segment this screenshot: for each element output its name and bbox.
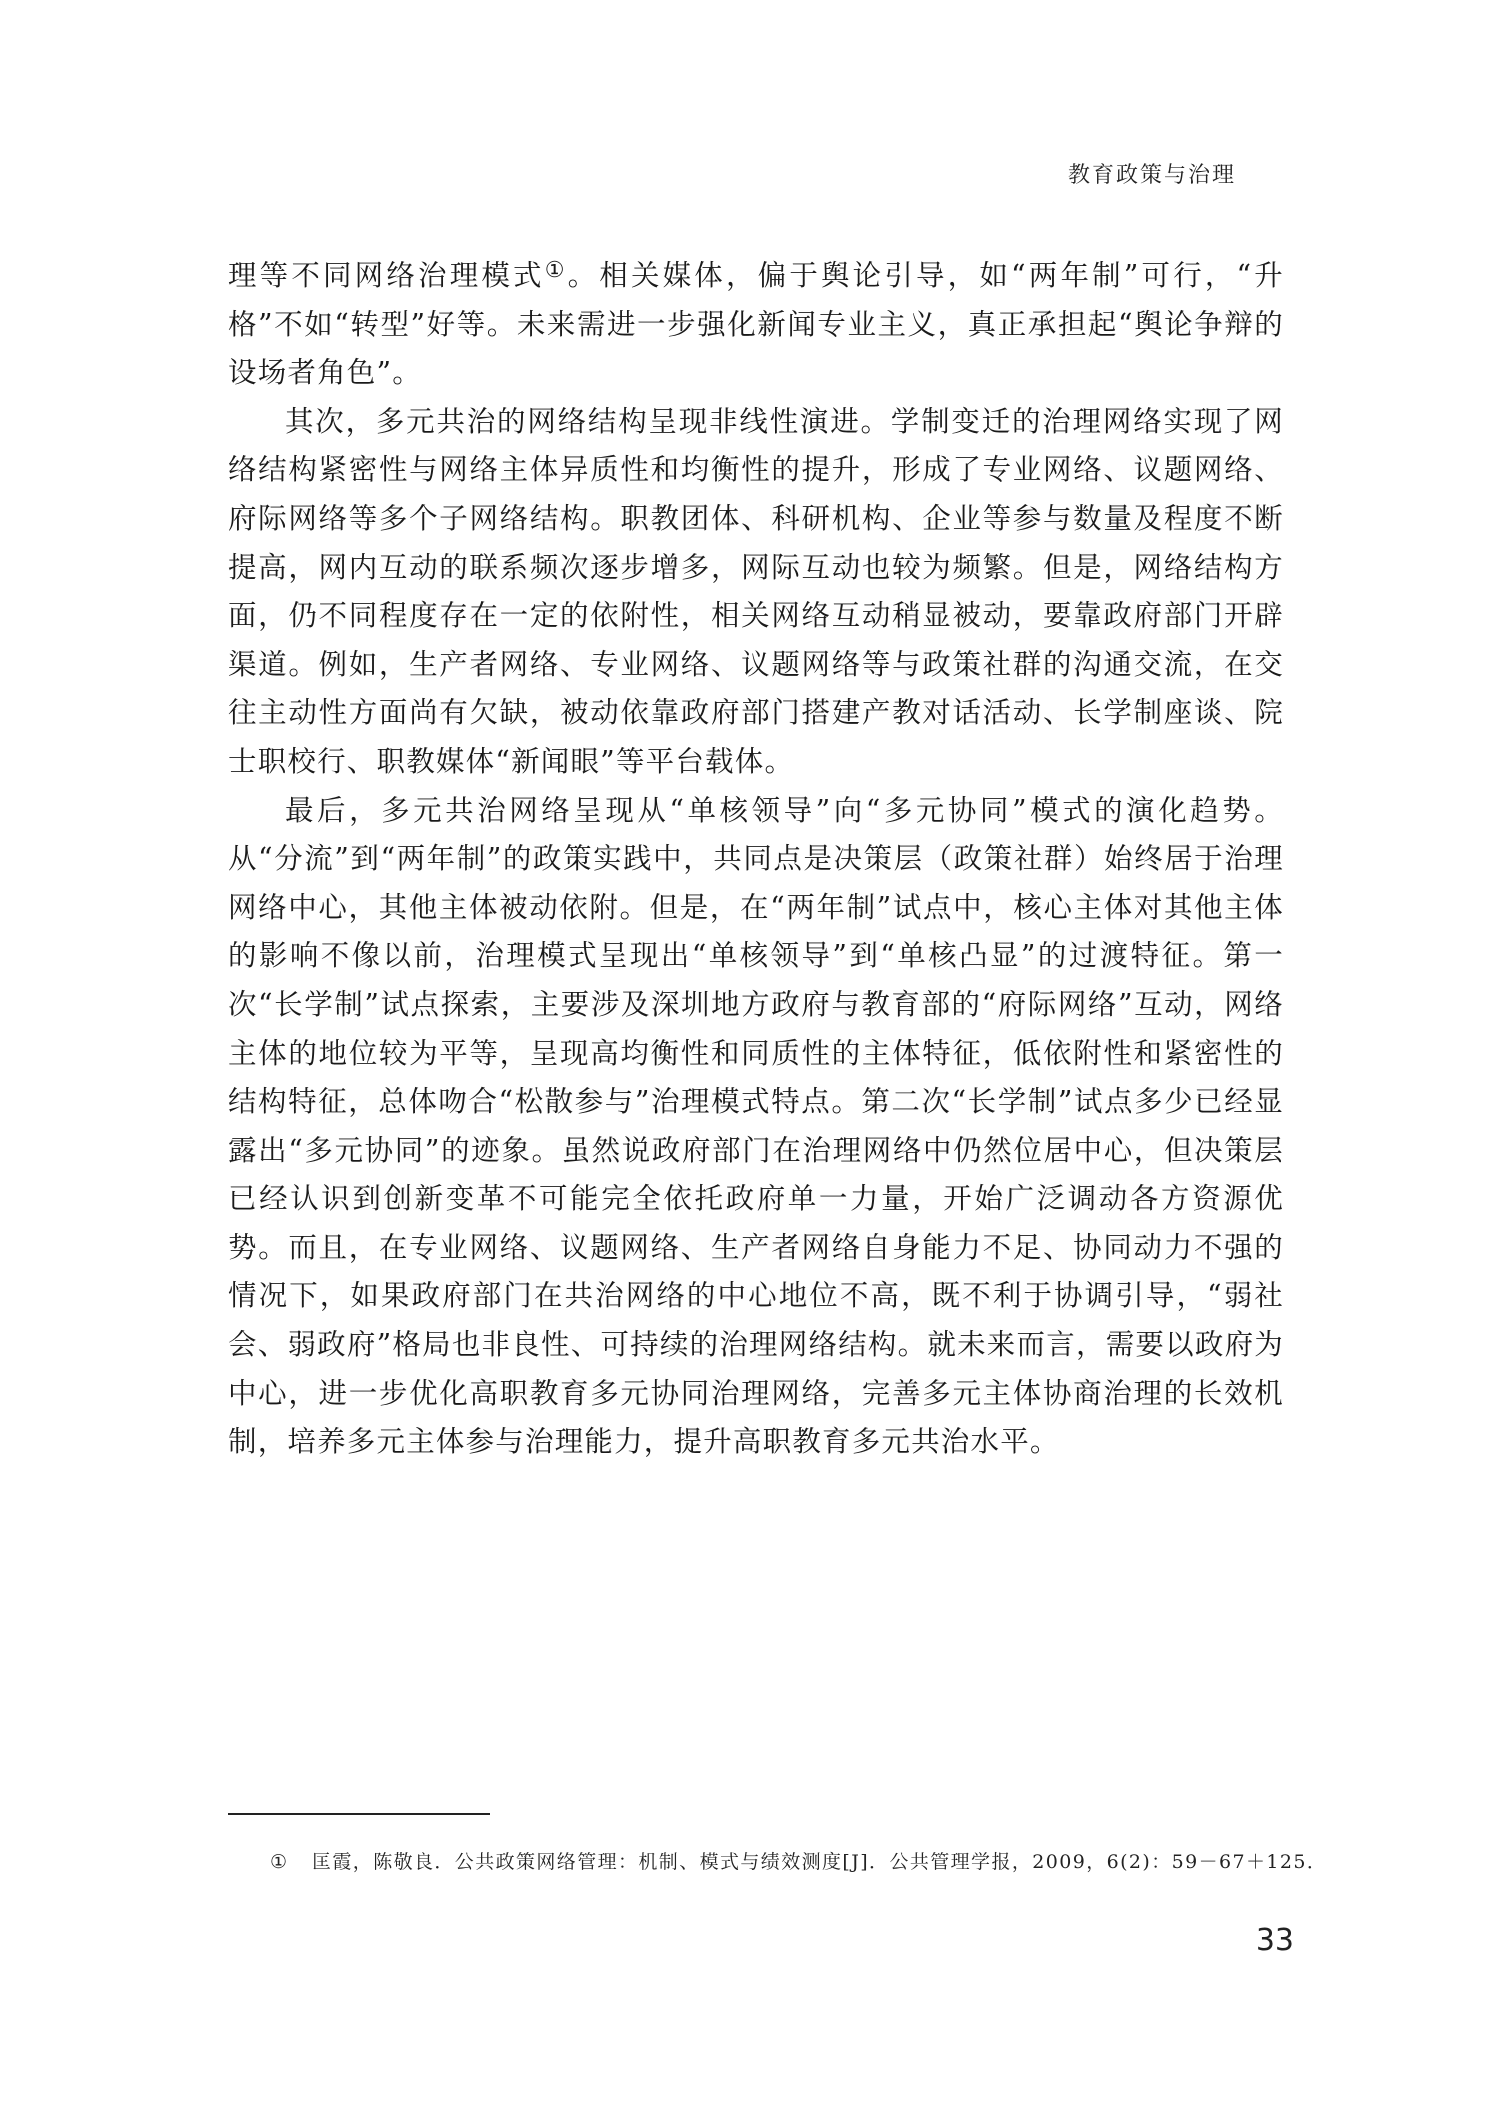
- body-text: [228, 252, 1284, 1467]
- paragraph-2: 其次，多元共治的网络结构呈现非线性演进。学制变迁的治理网络实现了网络结构紧密性与网络主体异质性和均衡性的提升，形成了专业网络、议题网络、府际网络等多个子网络结构。职教团体、科研机构、企业等参与数量及程度不断提高，网内互动的联系频次逐步增多，网际互动也较为频繁。但是，网络结构方面，仍不同程度存在一定的依附性，相关网络互动稍显被动，要靠政府部门开辟渠道。例如，生产者网络、专业网络、议题网络等与政策社群的沟通交流，在交往主动性方面尚有欠缺，被动依靠政府部门搭建产教对话活动、长学制座谈、院士职校行、职教媒体“新闻眼”等平台载体。: [228, 404, 1284, 778]
- running-header: 教育政策与治理: [1067, 163, 1236, 188]
- paragraph-1-start: 理等不同网络治理模式: [228, 259, 545, 292]
- footnote: [270, 1847, 1328, 1874]
- footnote-text: 匡霞，陈敬良．公共政策网络管理：机制、模式与绩效测度[J]．公共管理学报，2009，6(2)：59－67＋125．: [312, 1851, 1328, 1873]
- paragraph-3: 最后，多元共治网络呈现从“单核领导”向“多元协同”模式的演化趋势。从“分流”到“两年制”的政策实践中，共同点是决策层（政策社群）始终居于治理网络中心，其他主体被动依附。但是，在“两年制”试点中，核心主体对其他主体的影响不像以前，治理模式呈现出“单核领导”到“单核凸显”的过渡特征。第一次“长学制”试点探索，主要涉及深圳地方政府与教育部的“府际网络”互动，网络主体的地位较为平等，呈现高均衡性和同质性的主体特征，低依附性和紧密性的结构特征，总体吻合“松散参与”治理模式特点。第二次“长学制”试点多少已经显露出“多元协同”的迹象。虽然说政府部门在治理网络中仍然位居中心，但决策层已经认识到创新变革不可能完全依托政府单一力量，开始广泛调动各方资源优势。而且，在专业网络、议题网络、生产者网络自身能力不足、协同动力不强的情况下，如果政府部门在共治网络的中心地位不高，既不利于协调引导，“弱社会、弱政府”格局也非良性、可持续的治理网络结构。就未来而言，需要以政府为中心，进一步优化高职教育多元协同治理网络，完善多元主体协商治理的长效机制，培养多元主体参与治理能力，提升高职教育多元共治水平。: [228, 793, 1284, 1459]
- footnote-number: ①: [270, 1851, 289, 1873]
- paragraph-1: [228, 252, 1284, 398]
- page-number: 33: [1255, 1923, 1294, 1958]
- paragraph-1-end: 。相关媒体，偏于舆论引导，如“两年制”可行，“升格”不如“转型”好等。未来需进一步强化新闻专业主义，真正承担起“舆论争辩的设场者角色”。: [228, 259, 1284, 390]
- footnote-divider: [228, 1813, 490, 1815]
- footnote-reference[interactable]: ①: [544, 258, 568, 283]
